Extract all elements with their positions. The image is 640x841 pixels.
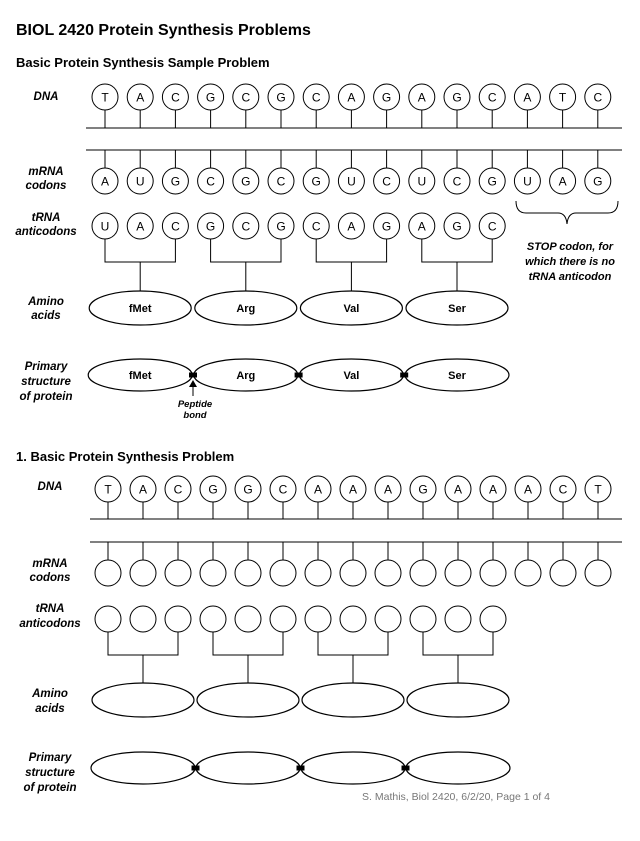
- label-amino-1: Amino: [32, 688, 68, 700]
- primary-structure-ellipse: [196, 752, 300, 784]
- trna-nucleotide-circle: [95, 606, 121, 632]
- dna-nucleotide-letter: A: [453, 482, 463, 497]
- amino-acid-ellipse: [302, 683, 404, 717]
- primary-structure-ellipse: [91, 752, 195, 784]
- mrna-nucleotide-circle: [165, 560, 191, 586]
- trna-bracket: [211, 239, 281, 262]
- trna-bracket: [213, 632, 283, 655]
- label-primary-2: structure: [21, 376, 71, 388]
- amino-acid-ellipse: [92, 683, 194, 717]
- mrna-nucleotide-letter: C: [382, 174, 391, 189]
- mrna-nucleotide-circle: [305, 560, 331, 586]
- dna-nucleotide-letter: G: [381, 90, 392, 105]
- trna-bracket: [108, 632, 178, 655]
- trna-nucleotide-letter: C: [311, 219, 321, 234]
- mrna-nucleotide-circle: [200, 560, 226, 586]
- dna-nucleotide-letter: A: [523, 90, 532, 105]
- mrna-nucleotide-letter: G: [593, 174, 603, 189]
- dna-nucleotide-letter: T: [101, 90, 109, 105]
- problem1-heading: 1. Basic Protein Synthesis Problem: [16, 449, 235, 464]
- primary-structure-ellipse: [301, 752, 405, 784]
- primary-structure-name: fMet: [128, 370, 152, 382]
- sample-row-labels: [15, 91, 76, 403]
- mrna-nucleotide-letter: U: [417, 174, 427, 189]
- peptide-bond-marker: [297, 766, 305, 771]
- mrna-nucleotide-circle: [130, 560, 156, 586]
- mrna-nucleotide-circle: [235, 560, 261, 586]
- trna-nucleotide-letter: C: [171, 219, 180, 234]
- trna-bracket: [316, 239, 386, 262]
- dna-nucleotide-letter: T: [594, 482, 602, 497]
- trna-bracket: [318, 632, 388, 655]
- trna-nucleotide-circle: [480, 606, 506, 632]
- label-amino-1: Amino: [28, 296, 64, 308]
- trna-bracket: [105, 239, 175, 262]
- trna-nucleotide-circle: [200, 606, 226, 632]
- dna-nucleotide-letter: A: [138, 482, 148, 497]
- stop-codon-annotation: [516, 201, 618, 283]
- label-primary-3: of protein: [19, 391, 73, 403]
- dna-nucleotide-letter: C: [278, 482, 288, 497]
- dna-nucleotide-letter: C: [593, 90, 603, 105]
- dna-nucleotide-letter: A: [348, 482, 358, 497]
- trna-nucleotide-circle: [410, 606, 436, 632]
- dna-nucleotide-letter: G: [208, 482, 218, 497]
- label-mrna-2: codons: [29, 572, 71, 584]
- trna-nucleotide-letter: U: [100, 219, 110, 234]
- label-trna-1: tRNA: [31, 212, 61, 224]
- peptide-bond-marker: [189, 373, 197, 378]
- trna-nucleotide-circle: [375, 606, 401, 632]
- trna-nucleotide-letter: C: [487, 219, 497, 234]
- mrna-nucleotide-circle: [480, 560, 506, 586]
- primary-structure-name: Val: [343, 370, 360, 382]
- label-dna: DNA: [33, 91, 59, 103]
- trna-nucleotide-letter: G: [205, 219, 216, 234]
- mrna-nucleotide-letter: C: [276, 174, 286, 189]
- primary-structure-ellipse: [406, 752, 510, 784]
- dna-nucleotide-letter: T: [558, 90, 567, 105]
- label-trna-2: anticodons: [15, 226, 77, 238]
- mrna-nucleotide-circle: [585, 560, 611, 586]
- amino-acid-name: Ser: [448, 303, 466, 315]
- dna-nucleotide-letter: A: [136, 90, 145, 105]
- amino-acid-ellipse: [407, 683, 509, 717]
- trna-bracket: [422, 239, 492, 262]
- peptide-bond-marker: [192, 766, 200, 771]
- mrna-nucleotide-letter: G: [311, 174, 321, 189]
- trna-nucleotide-circle: [270, 606, 296, 632]
- peptide-bond-marker: [400, 373, 408, 378]
- mrna-nucleotide-circle: [95, 560, 121, 586]
- trna-nucleotide-circle: [305, 606, 331, 632]
- label-trna-2: anticodons: [19, 618, 81, 630]
- mrna-nucleotide-circle: [410, 560, 436, 586]
- dna-nucleotide-letter: G: [205, 90, 216, 105]
- label-mrna-2: codons: [25, 180, 67, 192]
- dna-nucleotide-letter: A: [488, 482, 498, 497]
- stop-note-line-1: STOP codon, for: [526, 241, 614, 253]
- label-primary-1: Primary: [24, 361, 68, 373]
- stop-codon-brace: [516, 201, 618, 224]
- dna-nucleotide-letter: C: [171, 90, 180, 105]
- amino-acid-name: Arg: [236, 303, 256, 315]
- page-footer: S. Mathis, Biol 2420, 6/2/20, Page 1 of 4: [362, 791, 550, 803]
- label-amino-2: acids: [31, 310, 61, 322]
- dna-nucleotide-letter: C: [173, 482, 183, 497]
- trna-nucleotide-circle: [130, 606, 156, 632]
- trna-nucleotide-circle: [165, 606, 191, 632]
- dna-nucleotide-letter: A: [347, 90, 356, 105]
- stop-note-line-3: tRNA anticodon: [528, 271, 612, 283]
- trna-nucleotide-letter: G: [381, 219, 392, 234]
- dna-nucleotide-letter: T: [104, 482, 112, 497]
- mrna-nucleotide-letter: U: [523, 174, 532, 189]
- trna-nucleotide-letter: G: [452, 219, 462, 234]
- mrna-nucleotide-letter: C: [452, 174, 462, 189]
- mrna-nucleotide-letter: A: [100, 174, 110, 189]
- label-primary-1: Primary: [28, 752, 72, 764]
- sample-heading: Basic Protein Synthesis Sample Problem: [16, 55, 270, 70]
- amino-acid-name: Val: [343, 303, 360, 315]
- mrna-nucleotide-circle: [340, 560, 366, 586]
- label-amino-2: acids: [35, 703, 65, 715]
- mrna-nucleotide-circle: [270, 560, 296, 586]
- dna-nucleotide-letter: C: [311, 90, 321, 105]
- label-trna-1: tRNA: [35, 603, 65, 615]
- mrna-nucleotide-letter: G: [170, 174, 181, 189]
- peptide-label-2: bond: [183, 410, 207, 421]
- label-primary-3: of protein: [23, 782, 77, 794]
- trna-nucleotide-circle: [235, 606, 261, 632]
- trna-nucleotide-circle: [445, 606, 471, 632]
- trna-bracket: [423, 632, 493, 655]
- problem1-row-labels: [19, 481, 80, 794]
- problem1-diagram: [90, 476, 622, 784]
- label-dna: DNA: [37, 481, 63, 493]
- label-mrna-1: mRNA: [28, 166, 64, 178]
- dna-nucleotide-letter: A: [417, 90, 426, 105]
- primary-structure-name: Ser: [448, 370, 466, 382]
- dna-nucleotide-letter: C: [558, 482, 568, 497]
- mrna-nucleotide-circle: [550, 560, 576, 586]
- mrna-nucleotide-letter: U: [135, 174, 145, 189]
- amino-acid-ellipse: [197, 683, 299, 717]
- trna-nucleotide-letter: A: [136, 219, 145, 234]
- page-title: BIOL 2420 Protein Synthesis Problems: [16, 22, 311, 39]
- dna-nucleotide-letter: G: [276, 90, 286, 105]
- mrna-nucleotide-circle: [375, 560, 401, 586]
- dna-nucleotide-letter: G: [418, 482, 428, 497]
- mrna-nucleotide-letter: C: [206, 174, 215, 189]
- mrna-nucleotide-letter: A: [558, 174, 567, 189]
- dna-nucleotide-letter: A: [313, 482, 323, 497]
- amino-acid-name: fMet: [128, 303, 152, 315]
- peptide-bond-marker: [402, 766, 410, 771]
- mrna-nucleotide-circle: [445, 560, 471, 586]
- label-mrna-1: mRNA: [32, 558, 68, 570]
- mrna-nucleotide-letter: U: [347, 174, 356, 189]
- dna-nucleotide-letter: G: [243, 482, 253, 497]
- dna-nucleotide-letter: A: [383, 482, 393, 497]
- mrna-nucleotide-letter: G: [487, 174, 497, 189]
- trna-nucleotide-letter: A: [347, 219, 356, 234]
- primary-structure-name: Arg: [236, 370, 256, 382]
- trna-nucleotide-circle: [340, 606, 366, 632]
- dna-nucleotide-letter: A: [523, 482, 533, 497]
- dna-nucleotide-letter: C: [241, 90, 251, 105]
- dna-nucleotide-letter: G: [452, 90, 462, 105]
- mrna-nucleotide-letter: G: [241, 174, 251, 189]
- trna-nucleotide-letter: A: [417, 219, 426, 234]
- label-primary-2: structure: [25, 767, 75, 779]
- peptide-label-1: Peptide: [177, 399, 213, 410]
- sample-diagram: [86, 84, 622, 391]
- stop-note-line-2: which there is no: [525, 256, 615, 268]
- dna-nucleotide-letter: C: [487, 90, 497, 105]
- trna-nucleotide-letter: C: [241, 219, 251, 234]
- peptide-arrow-head: [189, 380, 197, 387]
- mrna-nucleotide-circle: [515, 560, 541, 586]
- trna-nucleotide-letter: G: [276, 219, 286, 234]
- peptide-bond-marker: [295, 373, 303, 378]
